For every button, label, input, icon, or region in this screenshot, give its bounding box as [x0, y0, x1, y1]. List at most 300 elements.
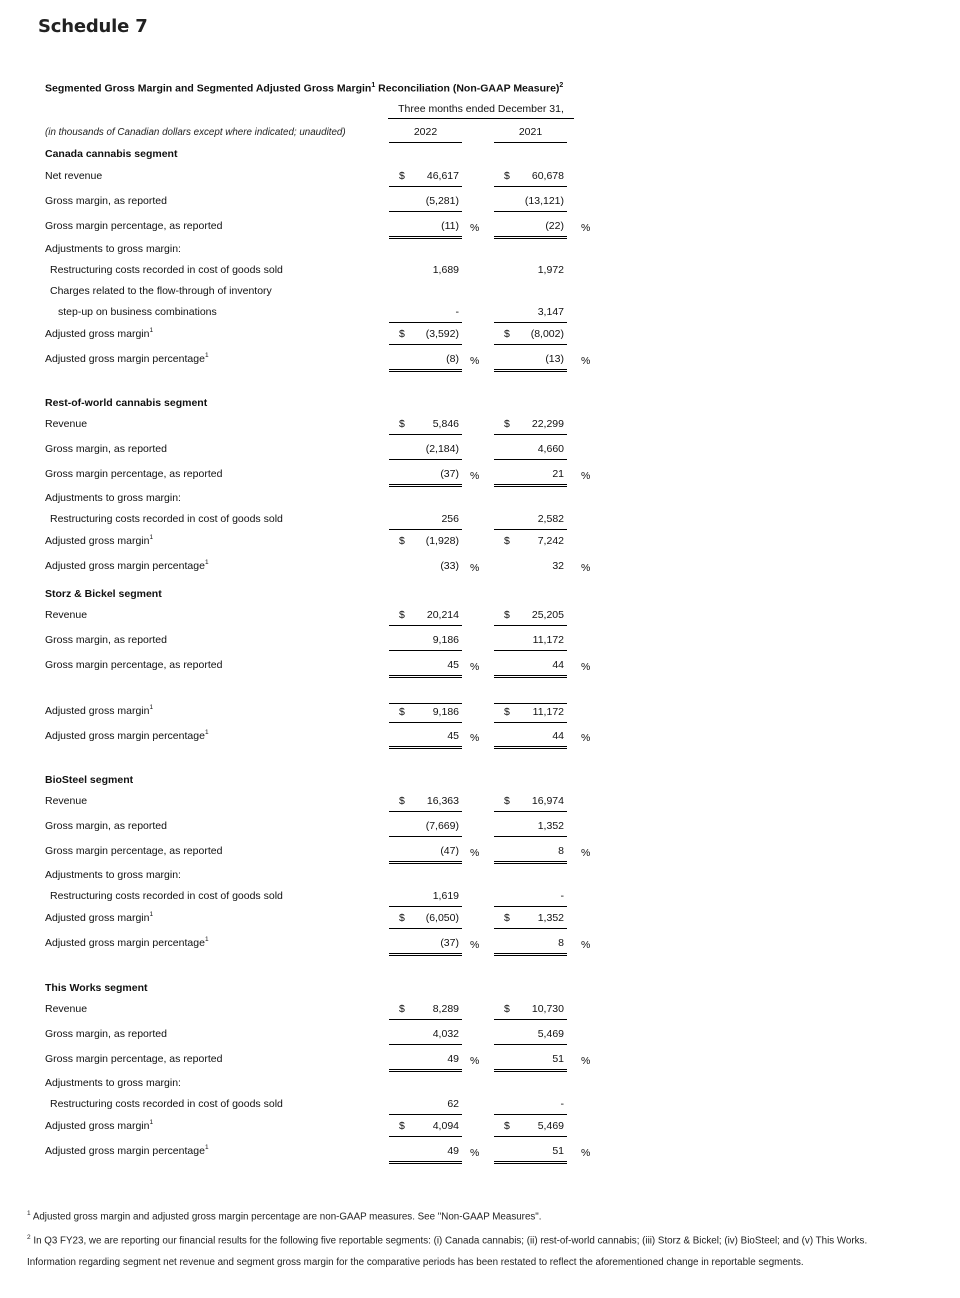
footnote-mark: 1 — [27, 1210, 31, 1217]
segment-title — [45, 774, 133, 786]
row-label-text: Gross margin percentage, as reported — [45, 659, 223, 671]
row-label — [45, 1003, 87, 1015]
footnote-mark: 1 — [204, 1144, 209, 1151]
year-header-current: 2022 — [389, 126, 462, 143]
row-label-text: Storz & Bickel segment — [45, 588, 162, 600]
currency-symbol: $ — [399, 706, 405, 718]
table-row — [0, 1118, 960, 1136]
value-cell-2021 — [494, 466, 567, 487]
value-cell-2021 — [494, 632, 567, 651]
percent-symbol: % — [470, 355, 480, 367]
row-label-text: Adjustments to gross margin: — [45, 1077, 181, 1089]
value-cell-2022 — [389, 1026, 462, 1045]
row-label-text: Adjusted gross margin — [45, 912, 150, 924]
cell-value: 8,289 — [432, 1003, 459, 1015]
cell-value: 16,974 — [531, 795, 564, 807]
cell-value: 20,214 — [426, 609, 459, 621]
footnote-mark: 1 — [149, 327, 154, 334]
row-label — [45, 535, 153, 547]
page-heading: Schedule 7 — [38, 16, 148, 37]
cell-value: 1,689 — [432, 264, 459, 276]
footnote-mark: 2 — [27, 1234, 31, 1242]
footnotes — [27, 1203, 947, 1273]
row-label-text: BioSteel segment — [45, 774, 134, 786]
percent-symbol: % — [581, 470, 591, 482]
row-label — [45, 730, 209, 742]
table-row — [0, 607, 960, 625]
cell-value: 7,242 — [537, 535, 564, 547]
cell-value: (5,281) — [425, 195, 459, 207]
cell-value: 8 — [558, 937, 564, 949]
value-cell-2022 — [389, 1096, 462, 1115]
table-row — [0, 1051, 960, 1069]
value-cell-2021 — [494, 441, 567, 460]
cell-value: 51 — [552, 1145, 564, 1157]
row-label — [45, 820, 167, 832]
year-header-prior: 2021 — [494, 126, 567, 143]
value-cell-2022 — [389, 193, 462, 212]
cell-value: 11,172 — [532, 634, 564, 646]
row-label-text: Adjusted gross margin percentage — [45, 937, 205, 949]
percent-symbol: % — [581, 355, 591, 367]
value-cell-2022 — [389, 466, 462, 487]
cell-value: - — [455, 306, 459, 318]
value-cell-2022 — [389, 1118, 462, 1137]
currency-symbol: $ — [504, 418, 510, 430]
row-label-text: Restructuring costs recorded in cost of goods sold — [50, 890, 283, 902]
table-row — [0, 888, 960, 906]
table-row — [0, 558, 960, 576]
table-row — [0, 1143, 960, 1161]
row-label — [45, 492, 181, 504]
value-cell-2022 — [389, 511, 462, 530]
table-row — [0, 511, 960, 529]
row-label — [50, 285, 272, 297]
cell-value: (2,184) — [425, 443, 459, 455]
percent-symbol: % — [470, 732, 480, 744]
value-cell-2021 — [494, 558, 567, 576]
percent-symbol: % — [470, 1147, 480, 1159]
value-cell-2022 — [389, 793, 462, 812]
currency-symbol: $ — [399, 535, 405, 547]
table-row — [0, 793, 960, 811]
currency-symbol: $ — [504, 795, 510, 807]
row-label-text: This Works segment — [45, 982, 148, 994]
cell-value: (8,002) — [530, 328, 564, 340]
cell-value: 49 — [447, 1053, 459, 1065]
cell-value: 10,730 — [531, 1003, 564, 1015]
row-label — [50, 890, 283, 902]
row-label — [45, 1120, 153, 1132]
table-row — [0, 1026, 960, 1044]
row-label-text: Revenue — [45, 418, 88, 430]
value-cell-2021 — [494, 416, 567, 435]
percent-symbol: % — [581, 661, 591, 673]
cell-value: 45 — [447, 730, 459, 742]
value-cell-2021 — [494, 304, 567, 323]
value-cell-2021 — [494, 351, 567, 372]
percent-symbol: % — [581, 847, 591, 859]
cell-value: (8) — [446, 353, 459, 365]
currency-symbol: $ — [399, 1120, 405, 1132]
value-cell-2022 — [389, 262, 462, 280]
row-label — [45, 705, 153, 717]
row-label — [58, 306, 217, 318]
row-label-text: Adjusted gross margin — [45, 328, 150, 340]
table-row — [0, 818, 960, 836]
table-title-text-rest: Reconciliation (Non-GAAP Measure) — [375, 82, 560, 95]
value-cell-2022 — [389, 351, 462, 372]
row-label-text: Revenue — [45, 795, 88, 807]
percent-symbol: % — [470, 661, 480, 673]
value-cell-2022 — [389, 441, 462, 460]
cell-value: 32 — [552, 560, 564, 572]
table-row — [0, 657, 960, 675]
row-label-text: Canada cannabis segment — [45, 148, 178, 160]
cell-value: 1,619 — [432, 890, 459, 902]
value-cell-2021 — [494, 262, 567, 280]
footnote-2-continued — [27, 1252, 947, 1273]
cell-value: 49 — [447, 1145, 459, 1157]
row-label-text: step-up on business combinations — [58, 306, 217, 318]
row-label-text: Adjustments to gross margin: — [45, 869, 181, 881]
footnote-2 — [27, 1227, 947, 1251]
row-label — [45, 869, 181, 881]
value-cell-2021 — [494, 935, 567, 956]
value-cell-2022 — [389, 843, 462, 864]
table-row — [0, 168, 960, 186]
row-label — [50, 264, 283, 276]
footnote-mark: 1 — [149, 704, 154, 711]
row-label — [45, 328, 153, 340]
cell-value: 1,972 — [537, 264, 564, 276]
currency-symbol: $ — [399, 609, 405, 621]
footnote-mark: 1 — [204, 559, 209, 566]
row-label-text: Gross margin percentage, as reported — [45, 1053, 223, 1065]
row-label-text: Adjustments to gross margin: — [45, 492, 181, 504]
value-cell-2022 — [389, 218, 462, 239]
currency-symbol: $ — [399, 170, 405, 182]
table-row — [0, 416, 960, 434]
row-label-text: Adjusted gross margin — [45, 1120, 150, 1132]
cell-value: (6,050) — [425, 912, 459, 924]
value-cell-2021 — [494, 703, 567, 723]
row-label-text: Restructuring costs recorded in cost of goods sold — [50, 1098, 283, 1110]
currency-symbol: $ — [399, 912, 405, 924]
cell-value: 21 — [552, 468, 564, 480]
percent-symbol: % — [581, 939, 591, 951]
table-row — [0, 703, 960, 721]
cell-value: 4,660 — [537, 443, 564, 455]
table-title-footnote-mark: 1 — [371, 82, 376, 89]
row-label-text: Adjustments to gross margin: — [45, 243, 181, 255]
row-label-text: Charges related to the flow-through of inventory — [50, 285, 272, 297]
table-row — [0, 441, 960, 459]
row-label — [45, 220, 222, 232]
row-label — [45, 468, 222, 480]
cell-value: 4,094 — [432, 1120, 459, 1132]
table-row — [0, 193, 960, 211]
units-note: (in thousands of Canadian dollars except where indicated; unaudited) — [45, 127, 346, 138]
value-cell-2021 — [494, 728, 567, 749]
row-label — [45, 443, 167, 455]
currency-symbol: $ — [504, 1003, 510, 1015]
row-label-text: Adjusted gross margin — [45, 535, 150, 547]
currency-symbol: $ — [399, 418, 405, 430]
table-row — [0, 304, 960, 322]
currency-symbol: $ — [399, 328, 405, 340]
value-cell-2021 — [494, 1026, 567, 1045]
row-label — [45, 912, 153, 924]
cell-value: 62 — [447, 1098, 459, 1110]
cell-value: - — [560, 890, 564, 902]
cell-value: (37) — [440, 937, 459, 949]
segment-title — [45, 588, 162, 600]
cell-value: 44 — [552, 659, 564, 671]
row-label-text: Restructuring costs recorded in cost of goods sold — [50, 264, 283, 276]
table-row — [0, 490, 960, 508]
value-cell-2022 — [389, 888, 462, 907]
value-cell-2021 — [494, 1096, 567, 1115]
row-label-text: Net revenue — [45, 170, 103, 182]
value-cell-2021 — [494, 793, 567, 812]
value-cell-2022 — [389, 703, 462, 723]
cell-value: (47) — [440, 845, 459, 857]
percent-symbol: % — [470, 470, 480, 482]
table-row — [0, 1075, 960, 1093]
percent-symbol: % — [470, 939, 480, 951]
table-row — [0, 533, 960, 551]
currency-symbol: $ — [504, 170, 510, 182]
row-label-text: Revenue — [45, 1003, 88, 1015]
cell-value: 45 — [447, 659, 459, 671]
row-label-text: Adjusted gross margin percentage — [45, 730, 205, 742]
row-label — [45, 560, 209, 572]
value-cell-2021 — [494, 511, 567, 530]
row-label-text: Gross margin, as reported — [45, 820, 167, 832]
row-label-text: Revenue — [45, 609, 88, 621]
footnote-mark: 1 — [149, 911, 154, 918]
cell-value: (37) — [440, 468, 459, 480]
value-cell-2022 — [389, 607, 462, 626]
row-label — [45, 195, 167, 207]
cell-value: 9,186 — [432, 706, 459, 718]
row-label-text: Gross margin percentage, as reported — [45, 220, 223, 232]
value-cell-2021 — [494, 818, 567, 837]
row-label — [45, 243, 181, 255]
table-title — [45, 82, 563, 95]
cell-value: (33) — [440, 560, 459, 572]
row-label-text: Adjusted gross margin — [45, 705, 150, 717]
table-row — [0, 910, 960, 928]
table-row — [0, 218, 960, 236]
value-cell-2021 — [494, 657, 567, 678]
row-label — [45, 353, 209, 365]
row-label — [45, 937, 209, 949]
table-row — [0, 1001, 960, 1019]
row-label-text: Adjusted gross margin percentage — [45, 560, 205, 572]
currency-symbol: $ — [504, 609, 510, 621]
currency-symbol: $ — [504, 1120, 510, 1132]
cell-value: (22) — [545, 220, 564, 232]
footnote-mark: 1 — [149, 1119, 154, 1126]
currency-symbol: $ — [399, 1003, 405, 1015]
cell-value: (7,669) — [425, 820, 459, 832]
table-row — [0, 466, 960, 484]
footnote-text: Adjusted gross margin and adjusted gross margin percentage are non-GAAP measures. See "Non-GAAP Measures". — [32, 1211, 542, 1223]
period-header: Three months ended December 31, — [388, 103, 574, 119]
value-cell-2021 — [494, 1118, 567, 1137]
table-row — [0, 241, 960, 259]
cell-value: 256 — [441, 513, 459, 525]
segment-title — [45, 148, 177, 160]
cell-value: 16,363 — [426, 795, 459, 807]
row-label — [45, 845, 222, 857]
segment-header-row — [0, 772, 960, 790]
row-label — [45, 634, 167, 646]
cell-value: 5,846 — [432, 418, 459, 430]
cell-value: (13,121) — [524, 195, 564, 207]
row-label — [45, 609, 87, 621]
percent-symbol: % — [581, 1147, 591, 1159]
value-cell-2021 — [494, 1001, 567, 1020]
cell-value: 46,617 — [426, 170, 459, 182]
percent-symbol: % — [581, 562, 591, 574]
row-label — [50, 1098, 283, 1110]
cell-value: 11,172 — [532, 706, 564, 718]
currency-symbol: $ — [504, 328, 510, 340]
cell-value: 44 — [552, 730, 564, 742]
cell-value: (3,592) — [425, 328, 459, 340]
value-cell-2022 — [389, 416, 462, 435]
table-row — [0, 935, 960, 953]
value-cell-2022 — [389, 1001, 462, 1020]
value-cell-2022 — [389, 533, 462, 551]
cell-value: 9,186 — [432, 634, 459, 646]
table-row — [0, 351, 960, 369]
table-row — [0, 843, 960, 861]
percent-symbol: % — [581, 732, 591, 744]
segment-header-row — [0, 395, 960, 413]
value-cell-2022 — [389, 558, 462, 576]
row-label — [45, 1077, 181, 1089]
value-cell-2022 — [389, 657, 462, 678]
cell-value: 8 — [558, 845, 564, 857]
value-cell-2022 — [389, 728, 462, 749]
cell-value: (13) — [545, 353, 564, 365]
percent-symbol: % — [581, 1055, 591, 1067]
currency-symbol: $ — [399, 795, 405, 807]
value-cell-2021 — [494, 218, 567, 239]
table-row — [0, 283, 960, 301]
cell-value: (1,928) — [425, 535, 459, 547]
cell-value: 51 — [552, 1053, 564, 1065]
row-label-text: Restructuring costs recorded in cost of goods sold — [50, 513, 283, 525]
value-cell-2021 — [494, 193, 567, 212]
value-cell-2022 — [389, 818, 462, 837]
cell-value: 5,469 — [537, 1120, 564, 1132]
row-label-text: Gross margin percentage, as reported — [45, 468, 223, 480]
value-cell-2022 — [389, 304, 462, 323]
row-label-text: Gross margin, as reported — [45, 443, 167, 455]
footnote-mark: 1 — [149, 534, 154, 541]
cell-value: 60,678 — [531, 170, 564, 182]
row-label — [45, 1028, 167, 1040]
row-label — [45, 418, 87, 430]
value-cell-2022 — [389, 1143, 462, 1164]
table-row — [0, 867, 960, 885]
row-label-text: Gross margin, as reported — [45, 195, 167, 207]
cell-value: 2,582 — [537, 513, 564, 525]
footnote-1 — [27, 1203, 947, 1227]
value-cell-2021 — [494, 1051, 567, 1072]
percent-symbol: % — [470, 1055, 480, 1067]
row-label — [50, 513, 283, 525]
cell-value: (11) — [441, 220, 459, 232]
segment-header-row — [0, 980, 960, 998]
row-label-text: Gross margin, as reported — [45, 1028, 167, 1040]
row-label — [45, 659, 222, 671]
table-row — [0, 1096, 960, 1114]
value-cell-2022 — [389, 168, 462, 187]
percent-symbol: % — [470, 562, 480, 574]
value-cell-2021 — [494, 168, 567, 187]
percent-symbol: % — [581, 222, 591, 234]
cell-value: 5,469 — [537, 1028, 564, 1040]
footnote-text: Information regarding segment net revenue and segment gross margin for the comparative periods has been restated to reflect the aforementioned change in reportable segments. — [27, 1256, 804, 1268]
table-row — [0, 262, 960, 280]
currency-symbol: $ — [504, 912, 510, 924]
footnote-mark: 1 — [204, 352, 209, 359]
row-label-text: Adjusted gross margin percentage — [45, 353, 205, 365]
currency-symbol: $ — [504, 535, 510, 547]
cell-value: 4,032 — [432, 1028, 459, 1040]
segment-header-row — [0, 586, 960, 604]
row-label — [45, 1053, 222, 1065]
row-label — [45, 795, 87, 807]
value-cell-2021 — [494, 533, 567, 551]
value-cell-2022 — [389, 326, 462, 345]
cell-value: - — [560, 1098, 564, 1110]
row-label-text: Gross margin, as reported — [45, 634, 167, 646]
table-row — [0, 632, 960, 650]
table-row — [0, 728, 960, 746]
footnote-mark: 1 — [204, 936, 209, 943]
value-cell-2021 — [494, 888, 567, 907]
segment-title — [45, 397, 207, 409]
row-label — [45, 170, 102, 182]
row-label-text: Gross margin percentage, as reported — [45, 845, 223, 857]
value-cell-2021 — [494, 843, 567, 864]
segment-header-row — [0, 146, 960, 164]
value-cell-2021 — [494, 607, 567, 626]
cell-value: 25,205 — [531, 609, 564, 621]
currency-symbol: $ — [504, 706, 510, 718]
value-cell-2022 — [389, 935, 462, 956]
row-label-text: Rest-of-world cannabis segment — [45, 397, 208, 409]
value-cell-2022 — [389, 910, 462, 929]
value-cell-2021 — [494, 326, 567, 345]
cell-value: 1,352 — [537, 820, 564, 832]
cell-value: 22,299 — [531, 418, 564, 430]
percent-symbol: % — [470, 222, 480, 234]
value-cell-2022 — [389, 1051, 462, 1072]
cell-value: 3,147 — [537, 306, 564, 318]
row-label — [45, 1145, 209, 1157]
table-title-text: Segmented Gross Margin and Segmented Adjusted Gross Margin — [45, 82, 372, 95]
table-title-footnote-mark-2: 2 — [559, 82, 564, 89]
row-label-text: Adjusted gross margin percentage — [45, 1145, 205, 1157]
